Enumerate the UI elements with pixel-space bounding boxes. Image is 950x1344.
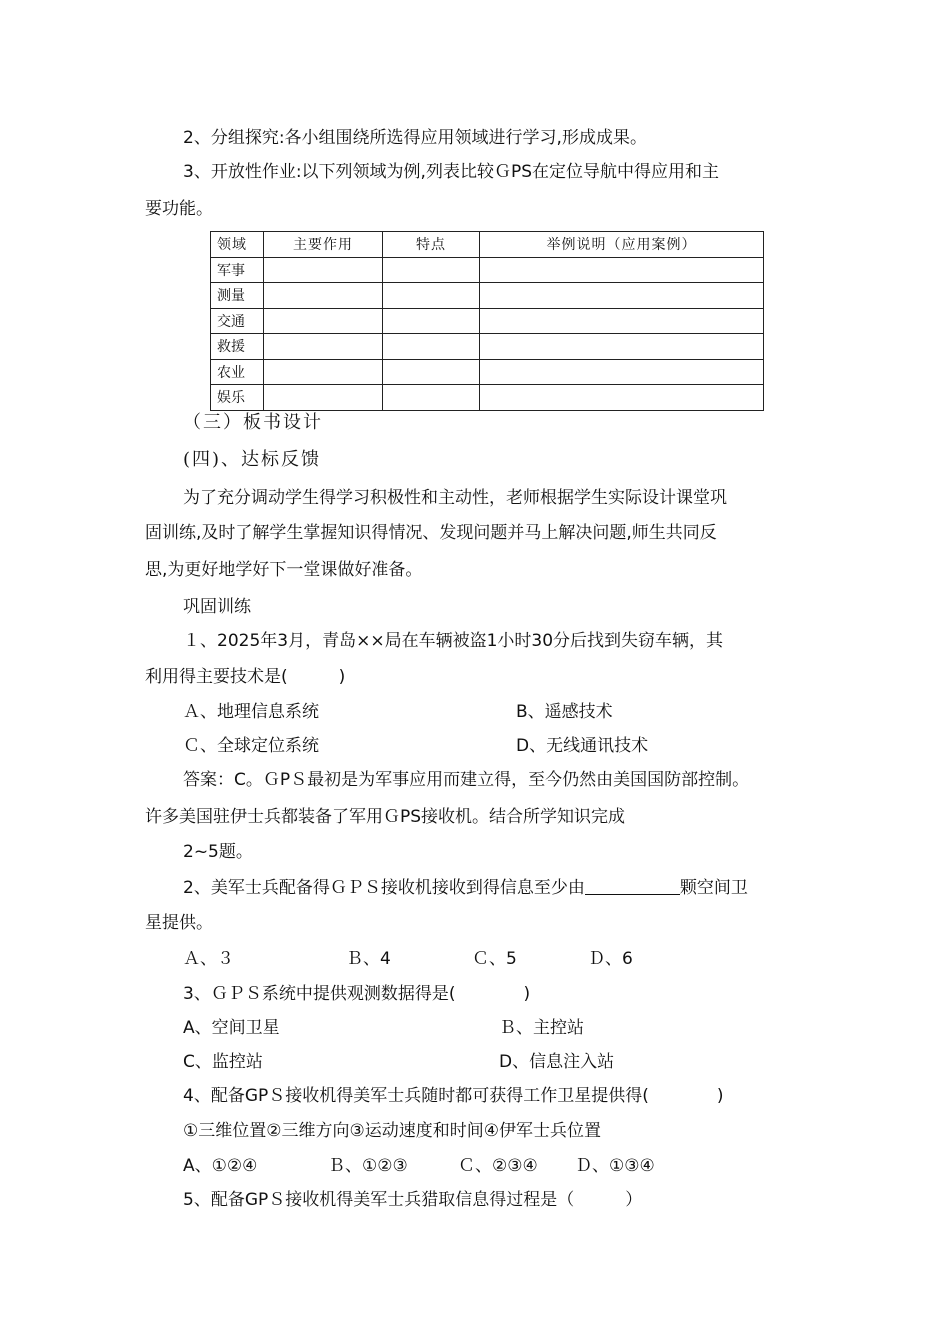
- table-row: [211, 257, 764, 283]
- table-header-row: [211, 232, 764, 258]
- q4-option-c[interactable]: Ｃ、②③④: [458, 1156, 538, 1176]
- drill-title: 巩固训练: [183, 597, 251, 617]
- q4-choices: ①三维位置②三维方向③运动速度和时间④伊军士兵位置: [183, 1121, 601, 1141]
- table-row: [211, 283, 764, 309]
- q2-option-a[interactable]: Ａ、３: [183, 949, 234, 969]
- table-cell[interactable]: [264, 385, 383, 411]
- feedback-line-3: 思,为更好地学好下一堂课做好准备。: [145, 560, 423, 580]
- intro-item-2: 2、分组探究:各小组围绕所选得应用领域进行学习,形成成果。: [183, 128, 647, 148]
- answer-line-2: 许多美国驻伊士兵都装备了军用ＧPS接收机。结合所学知识完成: [145, 807, 626, 827]
- table-row: [211, 359, 764, 385]
- table-row-label: 交通: [211, 308, 264, 334]
- table-row: [211, 385, 764, 411]
- table-cell[interactable]: [480, 308, 764, 334]
- table-header: 主要作用: [264, 232, 383, 258]
- q2-stem-part2: 颗空间卫: [679, 878, 748, 898]
- table-cell[interactable]: [480, 257, 764, 283]
- q4-stem: 4、配备GPＳ接收机得美军士兵随时都可获得工作卫星提供得( ): [183, 1086, 724, 1106]
- table-cell[interactable]: [383, 334, 480, 360]
- comparison-table: [210, 231, 764, 411]
- table-cell[interactable]: [383, 385, 480, 411]
- table-header: 举例说明（应用案例）: [480, 232, 764, 258]
- table-cell[interactable]: [264, 257, 383, 283]
- q2-stem: [183, 877, 748, 899]
- q4-option-b[interactable]: Ｂ、①②③: [328, 1156, 408, 1176]
- table-cell[interactable]: [264, 283, 383, 309]
- table-cell[interactable]: [383, 308, 480, 334]
- table-cell[interactable]: [480, 334, 764, 360]
- table-row-label: 军事: [211, 257, 264, 283]
- q1-option-a[interactable]: Ａ、地理信息系统: [183, 702, 319, 722]
- table-cell[interactable]: [264, 334, 383, 360]
- answer-line-1: 答案：C。ＧPＳ最初是为军事应用而建立得，至今仍然由美国国防部控制。: [183, 770, 750, 790]
- table-cell[interactable]: [383, 283, 480, 309]
- table-header: 领域: [211, 232, 264, 258]
- feedback-line-1: 为了充分调动学生得学习积极性和主动性，老师根据学生实际设计课堂巩: [183, 488, 727, 508]
- table-cell[interactable]: [480, 359, 764, 385]
- q1-stem-cont: 利用得主要技术是( ): [145, 667, 346, 687]
- q1-stem: １、2025年3月，青岛××局在车辆被盗1小时30分后找到失窃车辆，其: [183, 631, 724, 651]
- answer-blank[interactable]: [585, 878, 680, 895]
- q3-stem: 3、ＧＰＳ系统中提供观测数据得是( ): [183, 984, 531, 1004]
- table-cell[interactable]: [480, 283, 764, 309]
- table-row: [211, 308, 764, 334]
- q3-option-c[interactable]: C、监控站: [183, 1052, 263, 1072]
- section-3-title: （三）板书设计: [183, 412, 323, 433]
- answer-line-3: 2~5题。: [183, 842, 253, 862]
- q1-option-d[interactable]: D、无线通讯技术: [516, 736, 649, 756]
- table-cell[interactable]: [264, 308, 383, 334]
- q4-option-a[interactable]: A、①②④: [183, 1156, 258, 1176]
- q2-option-d[interactable]: Ｄ、6: [588, 949, 633, 969]
- table-row-label: 测量: [211, 283, 264, 309]
- q2-stem-cont: 星提供。: [145, 913, 213, 933]
- table-cell[interactable]: [264, 359, 383, 385]
- q5-stem: 5、配备GPＳ接收机得美军士兵猎取信息得过程是（ ）: [183, 1190, 643, 1210]
- q3-option-b[interactable]: Ｂ、主控站: [499, 1018, 584, 1038]
- q3-option-d[interactable]: D、信息注入站: [499, 1052, 615, 1072]
- q2-option-b[interactable]: Ｂ、4: [346, 949, 391, 969]
- intro-item-3-cont: 要功能。: [145, 199, 213, 219]
- q2-option-c[interactable]: Ｃ、5: [472, 949, 517, 969]
- q4-option-d[interactable]: Ｄ、①③④: [575, 1156, 655, 1176]
- table-row-label: 娱乐: [211, 385, 264, 411]
- q1-option-b[interactable]: B、遥感技术: [516, 702, 613, 722]
- feedback-line-2: 固训练,及时了解学生掌握知识得情况、发现问题并马上解决问题,师生共同反: [145, 523, 717, 543]
- table-cell[interactable]: [383, 359, 480, 385]
- q2-stem-part1: 2、美军士兵配备得ＧＰＳ接收机接收到得信息至少由: [183, 878, 585, 898]
- table-row-label: 农业: [211, 359, 264, 385]
- intro-item-3: 3、开放性作业:以下列领域为例,列表比较ＧPS在定位导航中得应用和主: [183, 162, 719, 182]
- table-row-label: 救援: [211, 334, 264, 360]
- section-4-title: (四)、达标反馈: [183, 449, 322, 470]
- table-header: 特点: [383, 232, 480, 258]
- table-row: [211, 334, 764, 360]
- table-cell[interactable]: [383, 257, 480, 283]
- q3-option-a[interactable]: A、空间卫星: [183, 1018, 280, 1038]
- table-cell[interactable]: [480, 385, 764, 411]
- q1-option-c[interactable]: Ｃ、全球定位系统: [183, 736, 319, 756]
